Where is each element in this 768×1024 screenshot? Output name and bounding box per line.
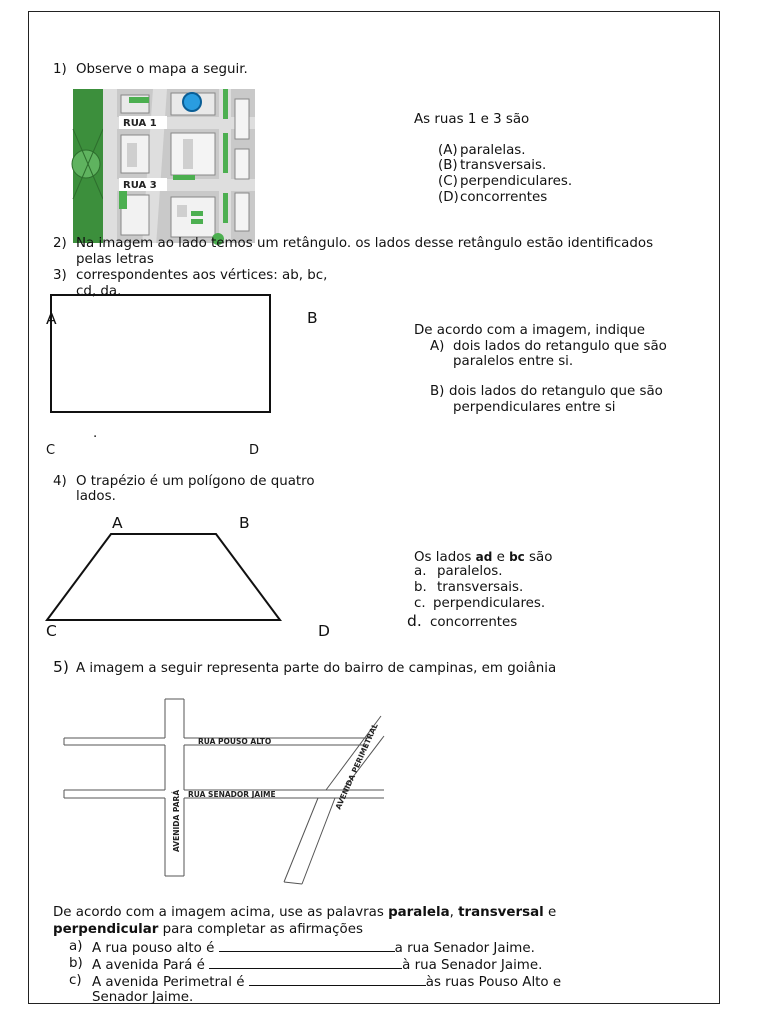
q5-item-a: A rua pouso alto é a rua Senador Jaime.: [92, 941, 535, 956]
q4-number: 4): [53, 474, 67, 489]
street-label-senador-jaime: RUA SENADOR JAIME: [188, 790, 276, 799]
q1-option-d-text: concorrentes: [460, 190, 548, 205]
q3-item-b-line2: perpendiculares entre si: [453, 400, 616, 415]
q5-item-c-blank[interactable]: [249, 973, 426, 986]
q5-item-b: A avenida Pará é à rua Senador Jaime.: [92, 958, 543, 973]
q4-option-a-text: paralelos.: [437, 564, 503, 579]
q5-instruction-line1: De acordo com a imagem acima, use as palavras paralela, transversal e: [53, 905, 557, 920]
q3-item-b-letter: B): [430, 384, 445, 399]
rectangle-vertex-a: A: [46, 310, 57, 328]
q3-line1: correspondentes aos vértices: ab, bc,: [76, 268, 328, 283]
q2-line2: pelas letras: [76, 252, 154, 267]
q5-item-b-letter: b): [69, 956, 83, 971]
rectangle-vertex-c: C: [46, 443, 56, 458]
q5-text: A imagem a seguir representa parte do bairro de campinas, em goiânia: [76, 661, 557, 676]
q4-line2: lados.: [76, 489, 116, 504]
q4-line1: O trapézio é um polígono de quatro: [76, 474, 315, 489]
trapezoid-vertex-c: C: [46, 622, 57, 640]
q1-number: 1): [53, 62, 67, 77]
trapezoid-vertex-b: B: [239, 514, 250, 532]
q4-option-a-letter: a.: [414, 564, 427, 579]
q5-item-c-letter: c): [69, 973, 82, 988]
q5-item-b-blank[interactable]: [209, 956, 402, 969]
street-label-pouso-alto: RUA POUSO ALTO: [198, 737, 272, 746]
q4-option-b-letter: b.: [414, 580, 427, 595]
q1-option-a-letter: (A): [438, 143, 458, 158]
q4-option-b-text: transversais.: [437, 580, 524, 595]
q4-option-d-text: concorrentes: [430, 615, 518, 630]
q4-option-d-letter: d.: [407, 612, 422, 630]
trapezoid-vertex-d: D: [318, 622, 330, 640]
q1-option-d-letter: (D): [438, 190, 459, 205]
q4-option-c-letter: c.: [414, 596, 426, 611]
q1-option-c-letter: (C): [438, 174, 458, 189]
q1-prompt: As ruas 1 e 3 são: [414, 112, 530, 127]
q2-number: 2): [53, 236, 67, 251]
q3-line2: cd, da.: [76, 284, 122, 299]
street-label-avenida-para: AVENIDA PARÁ: [172, 789, 181, 852]
q5-item-c-line2: Senador Jaime.: [92, 990, 194, 1005]
stray-dot: .: [93, 426, 98, 441]
rectangle-vertex-b: B: [307, 309, 318, 327]
q3-item-b-line1: dois lados do retangulo que são: [449, 384, 663, 399]
rectangle-vertex-d: D: [249, 443, 260, 458]
q4-prompt: Os lados ad e bc são: [414, 550, 553, 565]
q5-item-c: A avenida Perimetral é às ruas Pouso Alto e: [92, 975, 562, 990]
street-label-avenida-perimetral: AVENIDA PERIMETRAL: [333, 722, 380, 811]
q1-option-b-text: transversais.: [460, 158, 547, 173]
q2-line1: Na imagem ao lado temos um retângulo. os lados desse retângulo estão identificados: [76, 236, 654, 251]
q4-option-c-text: perpendiculares.: [433, 596, 546, 611]
q1-text: Observe o mapa a seguir.: [76, 62, 248, 77]
q3-number: 3): [53, 268, 67, 283]
trapezoid-vertex-a: A: [112, 514, 123, 532]
q3-item-a-line2: paralelos entre si.: [453, 354, 574, 369]
q3-item-a-letter: A): [430, 339, 445, 354]
q1-option-c-text: perpendiculares.: [460, 174, 573, 189]
q1-option-b-letter: (B): [438, 158, 458, 173]
q5-instruction-line2: perpendicular para completar as afirmações: [53, 922, 363, 937]
q3-prompt: De acordo com a imagem, indique: [414, 323, 646, 338]
q3-item-a-line1: dois lados do retangulo que são: [453, 339, 667, 354]
q5-item-a-letter: a): [69, 939, 83, 954]
q1-option-a-text: paralelas.: [460, 143, 526, 158]
map-label-rua1: RUA 1: [123, 118, 157, 129]
map-label-rua3: RUA 3: [123, 180, 157, 191]
q5-item-a-blank[interactable]: [219, 939, 395, 952]
q5-number: 5): [53, 658, 69, 676]
